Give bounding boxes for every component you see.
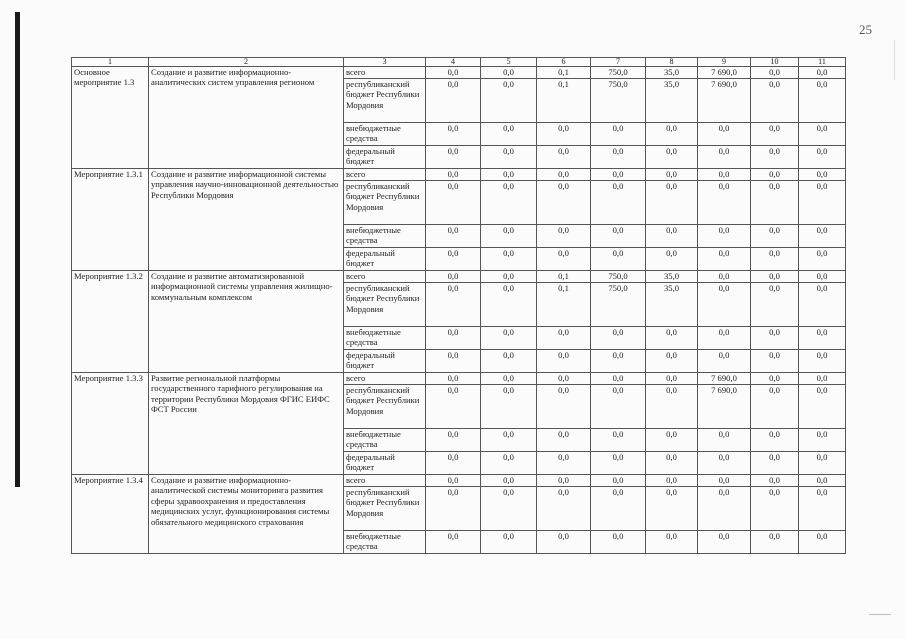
funding-source: федеральный бюджет xyxy=(344,248,426,271)
value-cell: 0,0 xyxy=(751,181,799,225)
value-cell: 35,0 xyxy=(646,271,698,283)
value-cell: 7 690,0 xyxy=(698,79,751,123)
header-cell: 3 xyxy=(344,58,426,67)
value-cell: 7 690,0 xyxy=(698,67,751,79)
funding-source: внебюджетные средства xyxy=(344,531,426,554)
measure-name: Создание и развитие автоматизированной информационной системы управления жилищно-коммунальным комплексом xyxy=(149,271,344,373)
value-cell: 0,0 xyxy=(537,169,591,181)
value-cell: 0,0 xyxy=(591,429,646,452)
value-cell: 0,0 xyxy=(591,350,646,373)
funding-source: всего xyxy=(344,373,426,385)
value-cell: 0,0 xyxy=(799,67,846,79)
value-cell: 0,0 xyxy=(751,452,799,475)
value-cell: 750,0 xyxy=(591,271,646,283)
measure-code: Мероприятие 1.3.1 xyxy=(72,169,149,271)
value-cell: 0,0 xyxy=(799,475,846,487)
funding-source: внебюджетные средства xyxy=(344,225,426,248)
value-cell: 0,0 xyxy=(646,385,698,429)
header-cell: 2 xyxy=(149,58,344,67)
value-cell: 0,0 xyxy=(646,350,698,373)
value-cell: 0,0 xyxy=(481,373,537,385)
value-cell: 0,0 xyxy=(799,146,846,169)
value-cell: 0,0 xyxy=(591,452,646,475)
value-cell: 0,0 xyxy=(751,429,799,452)
value-cell: 0,0 xyxy=(426,169,481,181)
table-row xyxy=(72,475,846,487)
funding-source: внебюджетные средства xyxy=(344,123,426,146)
value-cell: 0,0 xyxy=(799,283,846,327)
value-cell: 0,0 xyxy=(481,475,537,487)
value-cell: 0,0 xyxy=(698,146,751,169)
value-cell: 0,0 xyxy=(751,327,799,350)
funding-source: всего xyxy=(344,169,426,181)
header-cell: 10 xyxy=(751,58,799,67)
value-cell: 0,0 xyxy=(481,327,537,350)
value-cell: 0,0 xyxy=(537,123,591,146)
value-cell: 0,0 xyxy=(537,429,591,452)
value-cell: 0,0 xyxy=(537,373,591,385)
value-cell: 0,0 xyxy=(646,327,698,350)
value-cell: 0,0 xyxy=(751,487,799,531)
funding-source: всего xyxy=(344,67,426,79)
value-cell: 0,0 xyxy=(646,487,698,531)
value-cell: 35,0 xyxy=(646,67,698,79)
value-cell: 0,0 xyxy=(481,169,537,181)
value-cell: 0,0 xyxy=(698,350,751,373)
value-cell: 0,0 xyxy=(591,475,646,487)
value-cell: 0,0 xyxy=(481,271,537,283)
page-number: 25 xyxy=(859,22,872,37)
value-cell: 0,0 xyxy=(698,531,751,554)
value-cell: 0,1 xyxy=(537,271,591,283)
value-cell: 0,0 xyxy=(799,123,846,146)
measure-code: Мероприятие 1.3.4 xyxy=(72,475,149,554)
table-row xyxy=(72,67,846,79)
value-cell: 0,0 xyxy=(426,475,481,487)
value-cell: 0,0 xyxy=(426,225,481,248)
value-cell: 0,0 xyxy=(698,283,751,327)
value-cell: 0,0 xyxy=(698,327,751,350)
value-cell: 750,0 xyxy=(591,79,646,123)
value-cell: 0,0 xyxy=(426,79,481,123)
value-cell: 0,0 xyxy=(426,181,481,225)
value-cell: 0,0 xyxy=(426,271,481,283)
measure-name: Развитие региональной платформы государственного тарифного регулирования на территории Республики Мордовия ФГИС ЕИФС ФСТ России xyxy=(149,373,344,475)
value-cell: 0,0 xyxy=(646,475,698,487)
value-cell: 0,0 xyxy=(698,181,751,225)
value-cell: 0,0 xyxy=(646,531,698,554)
value-cell: 0,0 xyxy=(481,248,537,271)
funding-source: республиканский бюджет Республики Мордовия xyxy=(344,283,426,327)
value-cell: 0,0 xyxy=(426,146,481,169)
value-cell: 0,0 xyxy=(591,248,646,271)
value-cell: 0,1 xyxy=(537,67,591,79)
value-cell: 0,0 xyxy=(591,373,646,385)
table-row xyxy=(72,169,846,181)
value-cell: 0,0 xyxy=(591,181,646,225)
table-row xyxy=(72,271,846,283)
value-cell: 0,0 xyxy=(591,146,646,169)
value-cell: 7 690,0 xyxy=(698,385,751,429)
value-cell: 0,0 xyxy=(481,350,537,373)
value-cell: 0,0 xyxy=(426,283,481,327)
measure-name: Создание и развитие информационной системы управления научно-инновационной деятельностью Республики Мордовия xyxy=(149,169,344,271)
value-cell: 0,0 xyxy=(537,225,591,248)
header-cell: 11 xyxy=(799,58,846,67)
funding-source: федеральный бюджет xyxy=(344,452,426,475)
value-cell: 0,0 xyxy=(698,271,751,283)
value-cell: 0,0 xyxy=(698,475,751,487)
value-cell: 0,0 xyxy=(481,283,537,327)
value-cell: 0,0 xyxy=(537,181,591,225)
header-cell: 5 xyxy=(481,58,537,67)
value-cell: 0,0 xyxy=(426,452,481,475)
value-cell: 0,0 xyxy=(426,429,481,452)
scan-edge-mark xyxy=(894,40,895,80)
value-cell: 0,0 xyxy=(698,169,751,181)
value-cell: 0,0 xyxy=(751,146,799,169)
header-cell: 6 xyxy=(537,58,591,67)
value-cell: 0,0 xyxy=(799,248,846,271)
value-cell: 750,0 xyxy=(591,283,646,327)
value-cell: 0,0 xyxy=(799,169,846,181)
value-cell: 0,0 xyxy=(426,67,481,79)
value-cell: 0,0 xyxy=(481,429,537,452)
funding-source: республиканский бюджет Республики Мордовия xyxy=(344,487,426,531)
header-row xyxy=(72,58,846,67)
value-cell: 0,0 xyxy=(799,429,846,452)
value-cell: 0,0 xyxy=(751,169,799,181)
value-cell: 0,0 xyxy=(646,225,698,248)
value-cell: 0,0 xyxy=(646,429,698,452)
value-cell: 0,0 xyxy=(537,487,591,531)
value-cell: 0,0 xyxy=(481,67,537,79)
value-cell: 750,0 xyxy=(591,67,646,79)
measure-code: Мероприятие 1.3.2 xyxy=(72,271,149,373)
value-cell: 0,0 xyxy=(537,248,591,271)
measure-name: Создание и развитие информационно-аналитической системы мониторинга развития сферы здравоохранения и предоставления медицинских услуг, функционирования системы обязательного медицинского страхования xyxy=(149,475,344,554)
funding-source: всего xyxy=(344,475,426,487)
value-cell: 0,0 xyxy=(537,475,591,487)
value-cell: 0,0 xyxy=(751,248,799,271)
value-cell: 35,0 xyxy=(646,79,698,123)
table-row xyxy=(72,373,846,385)
value-cell: 0,0 xyxy=(481,146,537,169)
value-cell: 0,1 xyxy=(537,283,591,327)
value-cell: 0,0 xyxy=(698,487,751,531)
value-cell: 0,0 xyxy=(799,385,846,429)
value-cell: 0,0 xyxy=(591,225,646,248)
value-cell: 0,0 xyxy=(646,373,698,385)
value-cell: 0,0 xyxy=(537,327,591,350)
value-cell: 0,0 xyxy=(481,531,537,554)
value-cell: 0,0 xyxy=(426,123,481,146)
value-cell: 0,0 xyxy=(537,531,591,554)
value-cell: 0,0 xyxy=(751,225,799,248)
header-cell: 7 xyxy=(591,58,646,67)
value-cell: 0,0 xyxy=(537,350,591,373)
value-cell: 0,0 xyxy=(646,123,698,146)
value-cell: 0,0 xyxy=(537,452,591,475)
value-cell: 0,0 xyxy=(537,385,591,429)
funding-source: республиканский бюджет Республики Мордовия xyxy=(344,79,426,123)
value-cell: 0,0 xyxy=(426,248,481,271)
value-cell: 0,0 xyxy=(799,350,846,373)
value-cell: 0,0 xyxy=(751,373,799,385)
value-cell: 0,0 xyxy=(481,181,537,225)
funding-source: внебюджетные средства xyxy=(344,327,426,350)
value-cell: 0,0 xyxy=(591,169,646,181)
value-cell: 0,0 xyxy=(537,146,591,169)
value-cell: 0,0 xyxy=(426,385,481,429)
value-cell: 0,1 xyxy=(537,79,591,123)
measure-code: Основное мероприятие 1.3 xyxy=(72,67,149,169)
header-cell: 9 xyxy=(698,58,751,67)
value-cell: 0,0 xyxy=(481,385,537,429)
value-cell: 0,0 xyxy=(591,531,646,554)
funding-source: республиканский бюджет Республики Мордовия xyxy=(344,181,426,225)
value-cell: 0,0 xyxy=(799,487,846,531)
value-cell: 0,0 xyxy=(591,327,646,350)
value-cell: 0,0 xyxy=(751,283,799,327)
budget-table xyxy=(71,57,846,554)
value-cell: 0,0 xyxy=(646,146,698,169)
value-cell: 0,0 xyxy=(481,123,537,146)
value-cell: 0,0 xyxy=(751,531,799,554)
value-cell: 0,0 xyxy=(426,373,481,385)
funding-source: федеральный бюджет xyxy=(344,146,426,169)
value-cell: 0,0 xyxy=(646,181,698,225)
funding-source: всего xyxy=(344,271,426,283)
value-cell: 0,0 xyxy=(751,350,799,373)
value-cell: 0,0 xyxy=(426,327,481,350)
header-cell: 4 xyxy=(426,58,481,67)
value-cell: 0,0 xyxy=(426,531,481,554)
value-cell: 35,0 xyxy=(646,283,698,327)
value-cell: 0,0 xyxy=(751,79,799,123)
value-cell: 0,0 xyxy=(591,123,646,146)
value-cell: 0,0 xyxy=(799,225,846,248)
measure-name: Создание и развитие информационно-аналитических систем управления регионом xyxy=(149,67,344,169)
header-cell: 1 xyxy=(72,58,149,67)
value-cell: 0,0 xyxy=(698,248,751,271)
value-cell: 0,0 xyxy=(481,487,537,531)
value-cell: 0,0 xyxy=(698,123,751,146)
binding-bar xyxy=(15,12,20,487)
value-cell: 0,0 xyxy=(799,531,846,554)
value-cell: 0,0 xyxy=(698,429,751,452)
value-cell: 0,0 xyxy=(591,385,646,429)
value-cell: 0,0 xyxy=(481,225,537,248)
value-cell: 0,0 xyxy=(426,350,481,373)
value-cell: 0,0 xyxy=(646,169,698,181)
value-cell: 0,0 xyxy=(751,475,799,487)
funding-source: внебюджетные средства xyxy=(344,429,426,452)
value-cell: 0,0 xyxy=(799,373,846,385)
funding-source: республиканский бюджет Республики Мордовия xyxy=(344,385,426,429)
value-cell: 0,0 xyxy=(481,452,537,475)
value-cell: 0,0 xyxy=(591,487,646,531)
value-cell: 7 690,0 xyxy=(698,373,751,385)
value-cell: 0,0 xyxy=(799,79,846,123)
value-cell: 0,0 xyxy=(646,248,698,271)
value-cell: 0,0 xyxy=(751,271,799,283)
value-cell: 0,0 xyxy=(799,271,846,283)
value-cell: 0,0 xyxy=(426,487,481,531)
value-cell: 0,0 xyxy=(799,452,846,475)
measure-code: Мероприятие 1.3.3 xyxy=(72,373,149,475)
value-cell: 0,0 xyxy=(698,225,751,248)
value-cell: 0,0 xyxy=(646,452,698,475)
value-cell: 0,0 xyxy=(751,385,799,429)
value-cell: 0,0 xyxy=(751,67,799,79)
scan-edge-mark xyxy=(869,614,891,615)
value-cell: 0,0 xyxy=(698,452,751,475)
value-cell: 0,0 xyxy=(481,79,537,123)
header-cell: 8 xyxy=(646,58,698,67)
funding-source: федеральный бюджет xyxy=(344,350,426,373)
value-cell: 0,0 xyxy=(751,123,799,146)
value-cell: 0,0 xyxy=(799,327,846,350)
value-cell: 0,0 xyxy=(799,181,846,225)
